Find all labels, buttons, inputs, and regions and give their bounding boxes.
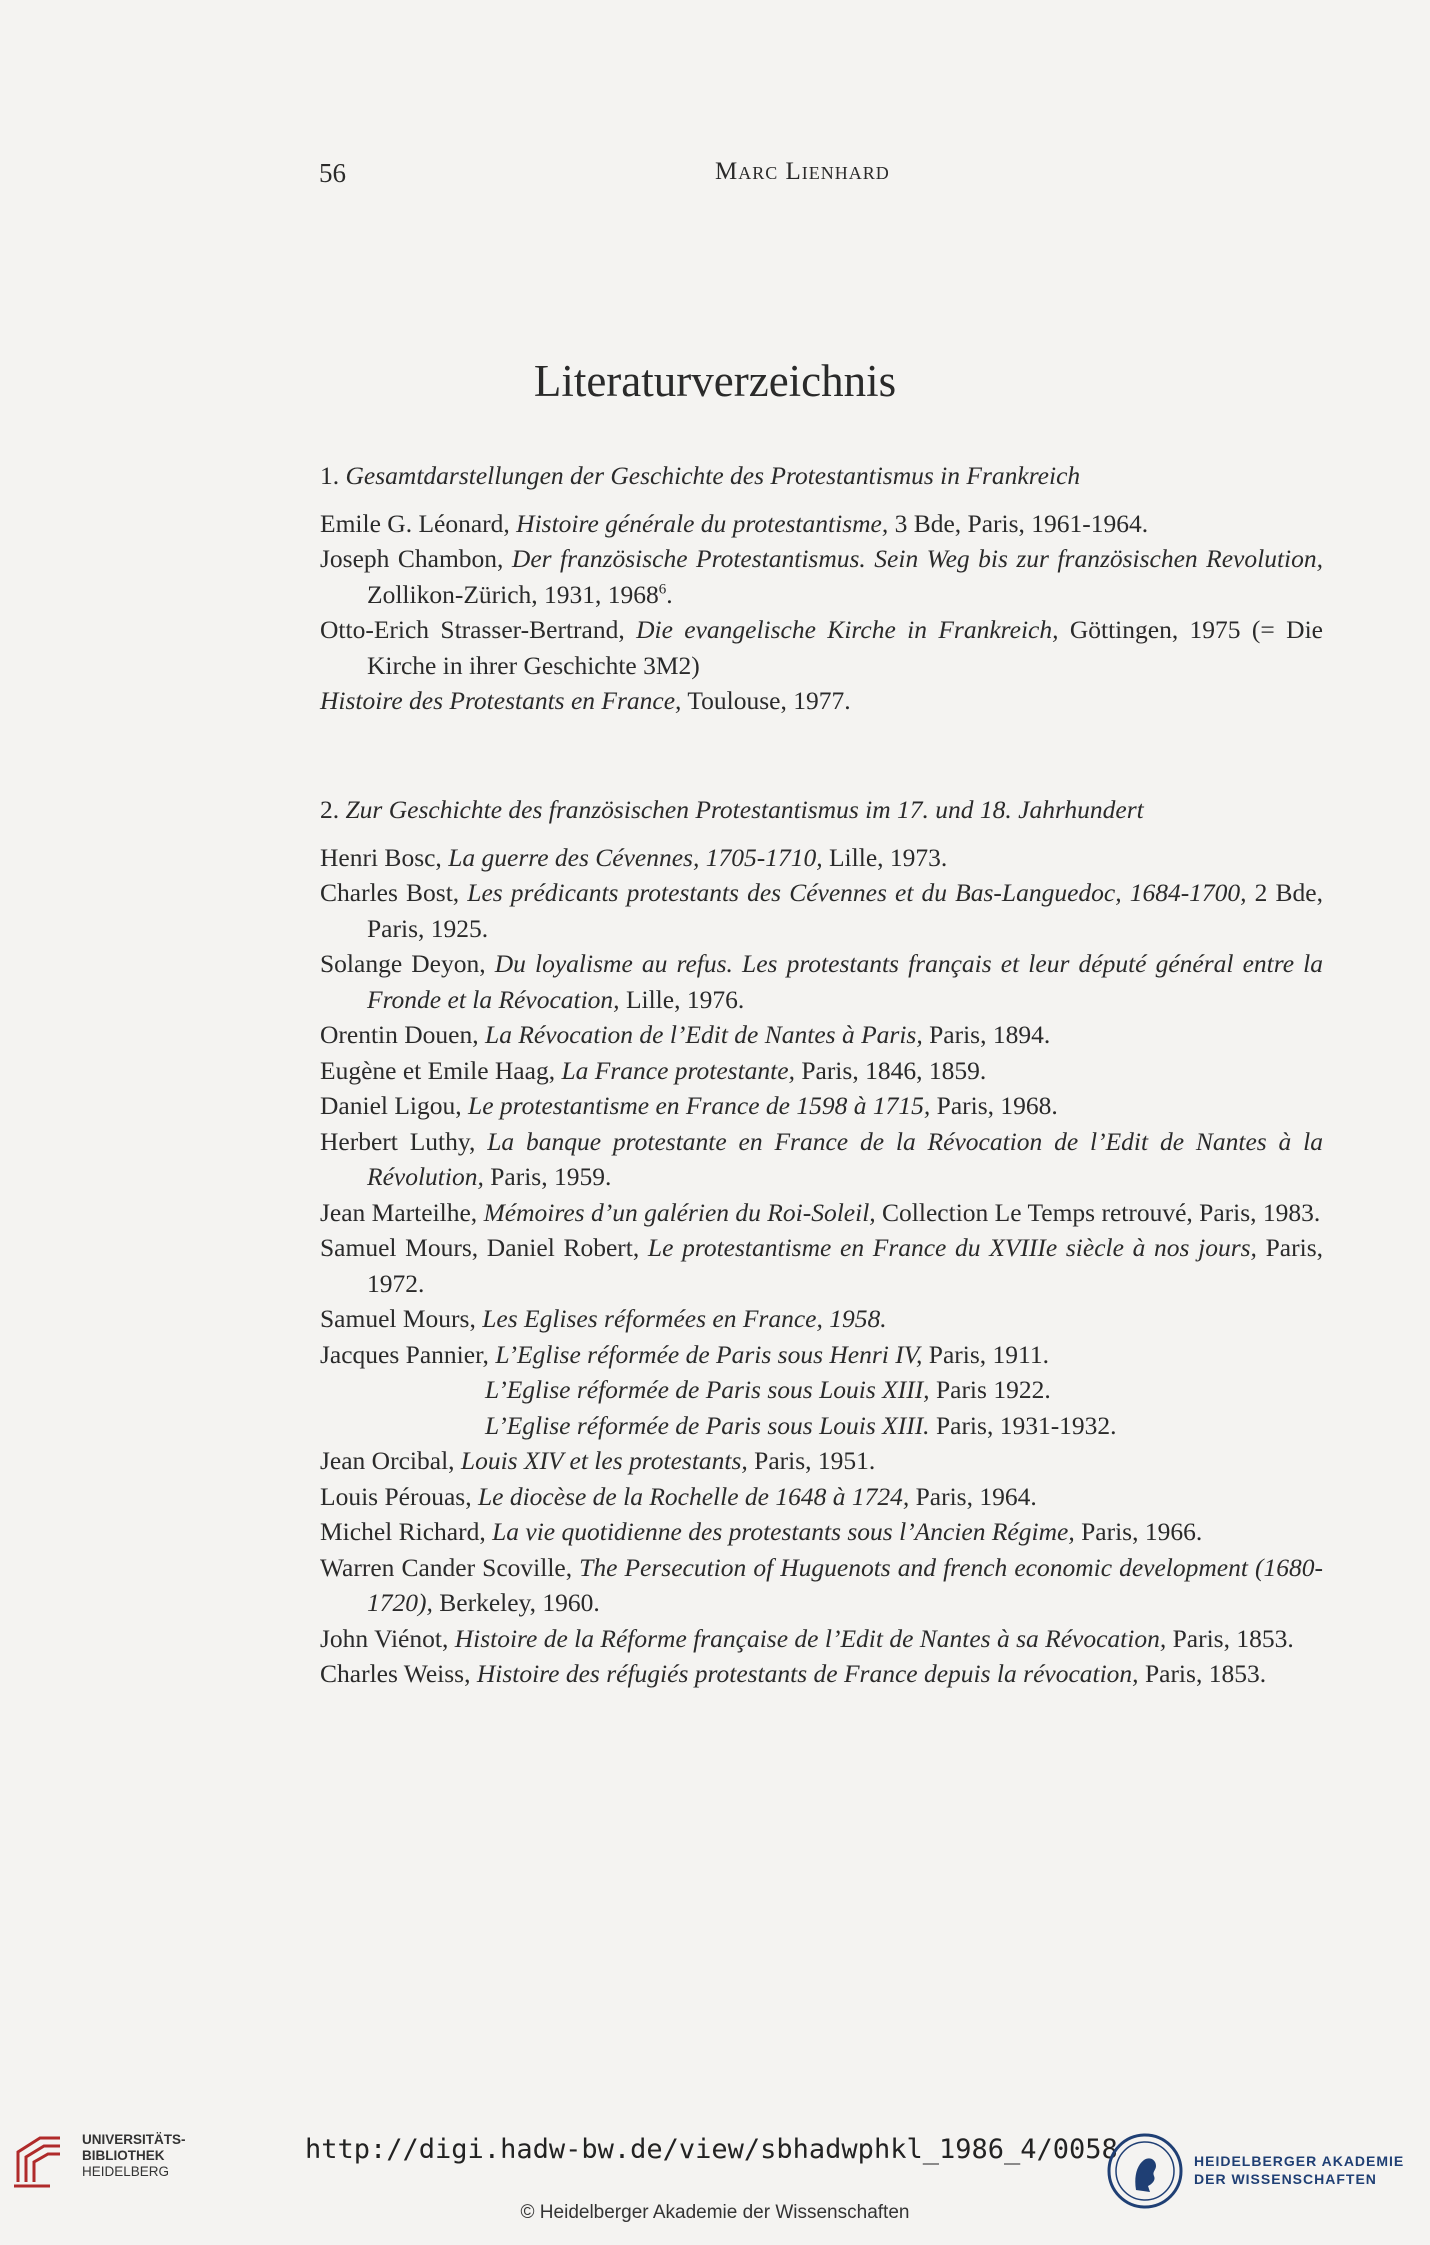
entry-author: Henri Bosc,	[320, 842, 449, 872]
bibliography-entry	[320, 875, 1323, 946]
academy-line-2: DER WISSENSCHAFTEN	[1194, 2171, 1377, 2187]
bibliography-entry	[320, 1408, 1323, 1444]
entry-author: John Viénot,	[320, 1623, 455, 1653]
bibliography-entry	[320, 1550, 1323, 1621]
entry-publication: Paris, 1966.	[1074, 1517, 1203, 1546]
bibliography-entry	[320, 1301, 1323, 1337]
academy-name	[1194, 2152, 1404, 2188]
entry-title: Histoire de la Réforme française de l’Edit de Nantes à sa Révocation,	[454, 1623, 1167, 1653]
entry-author: Eugène et Emile Haag,	[320, 1055, 562, 1085]
page-number: 56	[319, 158, 346, 188]
entry-title: Mémoires d’un galérien du Roi-Soleil,	[483, 1197, 876, 1227]
bibliography-entry	[320, 1124, 1323, 1195]
section-1-heading	[320, 458, 1323, 494]
entry-publication: Göttingen, 1975 (= Die Kirche in ihrer Geschichte 3M2)	[367, 615, 1323, 680]
entry-author: Samuel Mours,	[320, 1304, 483, 1333]
bibliography-entry	[320, 1621, 1323, 1657]
copyright-notice: © Heidelberger Akademie der Wissenschaften	[520, 2202, 910, 2223]
entry-publication: Paris, 1972.	[367, 1233, 1323, 1298]
entry-author: Joseph Chambon,	[320, 544, 512, 573]
bibliography-entry	[320, 946, 1323, 1017]
entry-author: Jacques Pannier,	[320, 1339, 496, 1369]
university-library-name	[82, 2132, 186, 2180]
entry-publication: Paris, 1964.	[909, 1481, 1037, 1511]
entry-author: Samuel Mours, Daniel Robert,	[320, 1233, 648, 1262]
entry-author: Warren Cander Scoville,	[320, 1552, 580, 1582]
university-library-logo-icon	[10, 2130, 72, 2190]
entry-title: La Révocation de l’Edit de Nantes à Paris,	[485, 1020, 923, 1049]
bibliography-entry	[320, 1372, 1323, 1408]
entry-title: Les prédicants protestants des Cévennes et du Bas-Languedoc, 1684-1700,	[467, 878, 1247, 907]
source-url-link[interactable]: http://digi.hadw-bw.de/view/sbhadwphkl_1986_4/0058	[305, 2134, 1118, 2165]
entry-edition-superscript: 6	[658, 581, 667, 597]
entry-title: Le diocèse de la Rochelle de 1648 à 1724,	[477, 1481, 910, 1511]
library-line-3: HEIDELBERG	[82, 2164, 170, 2179]
entry-publication: Paris, 1853.	[1138, 1659, 1267, 1688]
section-2-heading	[320, 792, 1323, 828]
entry-title: Louis XIV et les protestants,	[460, 1446, 748, 1475]
entry-author: Otto-Erich Strasser-Bertrand,	[320, 615, 637, 644]
entry-publication: Paris, 1853.	[1166, 1623, 1294, 1653]
entry-publication: Berkeley, 1960.	[432, 1588, 600, 1617]
bibliography-entry	[320, 1656, 1323, 1692]
bibliography-entry	[320, 1443, 1323, 1479]
entry-author: Louis Pérouas,	[320, 1481, 478, 1511]
entry-title: Histoire des Protestants en France,	[320, 686, 682, 715]
entry-tail: .	[666, 579, 673, 609]
entry-title: The Persecution of Huguenots and french economic development (1680-1720),	[367, 1552, 1323, 1617]
entry-author: Solange Deyon,	[320, 949, 495, 978]
entry-author: Jean Orcibal,	[320, 1446, 461, 1475]
section-1-title: Gesamtdarstellungen der Geschichte des Protestantismus in Frankreich	[345, 461, 1081, 490]
entry-publication: Paris, 1894.	[922, 1020, 1051, 1049]
bibliography-entry	[320, 1230, 1323, 1301]
entry-publication: Paris, 1911.	[922, 1339, 1049, 1369]
entry-publication: 2 Bde, Paris, 1925.	[367, 878, 1323, 943]
bibliography-entry	[320, 1195, 1323, 1231]
entry-publication: Zollikon-Zürich, 1931, 1968	[367, 579, 659, 609]
entry-author: Charles Weiss,	[320, 1659, 477, 1688]
library-line-2: BIBLIOTHEK	[82, 2148, 165, 2163]
bibliography-entry	[320, 1053, 1323, 1089]
entry-publication: Paris, 1959.	[483, 1162, 612, 1191]
bibliography-entry	[320, 1017, 1323, 1053]
entry-title: L’Eglise réformée de Paris sous Henri IV,	[495, 1339, 923, 1369]
bibliography-entry	[320, 612, 1323, 683]
entry-title: La guerre des Cévennes, 1705-1710,	[448, 842, 823, 872]
library-line-1: UNIVERSITÄTS-	[82, 2132, 186, 2147]
entry-title: Der französische Protestantismus. Sein Weg bis zur französischen Revolution,	[511, 544, 1324, 573]
entry-author: Herbert Luthy,	[320, 1126, 488, 1156]
bibliography-entry	[320, 1479, 1323, 1515]
entry-title: L’Eglise réformée de Paris sous Louis XIII,	[485, 1375, 930, 1404]
bibliography-entry	[320, 506, 1323, 542]
entry-publication: Paris, 1968.	[930, 1091, 1058, 1120]
entry-publication: Paris, 1931-1932.	[929, 1410, 1117, 1440]
section-2-entries	[320, 840, 1323, 1692]
entry-title: Die evangelische Kirche in Frankreich,	[636, 615, 1059, 644]
section-2	[320, 792, 1323, 1692]
section-1-number: 1.	[320, 461, 340, 490]
bibliography-entry	[320, 1514, 1323, 1550]
entry-title: Du loyalisme au refus. Les protestants français et leur député général entre la Fronde et la Révocation,	[367, 949, 1323, 1014]
section-2-number: 2.	[320, 795, 340, 824]
academy-line-1: HEIDELBERGER AKADEMIE	[1194, 2153, 1405, 2169]
section-2-title: Zur Geschichte des französischen Protestantismus im 17. und 18. Jahrhundert	[345, 795, 1144, 824]
entry-title: Le protestantisme en France du XVIIIe siècle à nos jours,	[647, 1233, 1257, 1262]
entry-publication: Paris 1922.	[929, 1375, 1051, 1404]
section-1	[320, 458, 1323, 719]
bibliography-entry	[320, 541, 1323, 612]
entry-publication: Toulouse, 1977.	[681, 686, 851, 715]
entry-publication: Lille, 1976.	[619, 984, 745, 1014]
footer	[0, 2120, 1430, 2245]
entry-author: Orentin Douen,	[320, 1020, 486, 1049]
bibliography-entry	[320, 1088, 1323, 1124]
entry-title: Histoire des réfugiés protestants de France depuis la révocation,	[476, 1659, 1139, 1688]
entry-author: Emile G. Léonard,	[320, 508, 517, 538]
bibliography-entry	[320, 840, 1323, 876]
entry-author: Charles Bost,	[320, 878, 468, 907]
entry-title: La banque protestante en France de la Révocation de l’Edit de Nantes à la Révolution,	[367, 1126, 1323, 1191]
entry-publication: 3 Bde, Paris, 1961-1964.	[888, 508, 1149, 538]
entry-publication: Paris, 1951.	[747, 1446, 876, 1475]
page-title: Literaturverzeichnis	[533, 356, 897, 406]
bibliography-entry	[320, 683, 1323, 719]
bibliography-entry	[320, 1337, 1323, 1373]
entry-title: L’Eglise réformée de Paris sous Louis XIII.	[485, 1410, 930, 1440]
entry-title: Histoire générale du protestantisme,	[516, 508, 889, 538]
academy-seal-icon	[1106, 2132, 1184, 2210]
entry-title: Les Eglises réformées en France, 1958.	[482, 1304, 887, 1333]
entry-title: La vie quotidienne des protestants sous l’Ancien Régime,	[492, 1517, 1075, 1546]
entry-publication: Lille, 1973.	[822, 842, 948, 872]
entry-author: Michel Richard,	[320, 1517, 493, 1546]
entry-title: La France protestante,	[561, 1055, 795, 1085]
entry-title: Le protestantisme en France de 1598 à 1715,	[468, 1091, 931, 1120]
entry-author: Daniel Ligou,	[320, 1091, 469, 1120]
entry-publication: Paris, 1846, 1859.	[794, 1055, 987, 1085]
running-head: Marc Lienhard	[715, 158, 890, 185]
entry-author: Jean Marteilhe,	[320, 1197, 484, 1227]
entry-publication: Collection Le Temps retrouvé, Paris, 1983.	[875, 1197, 1321, 1227]
section-1-entries	[320, 506, 1323, 719]
